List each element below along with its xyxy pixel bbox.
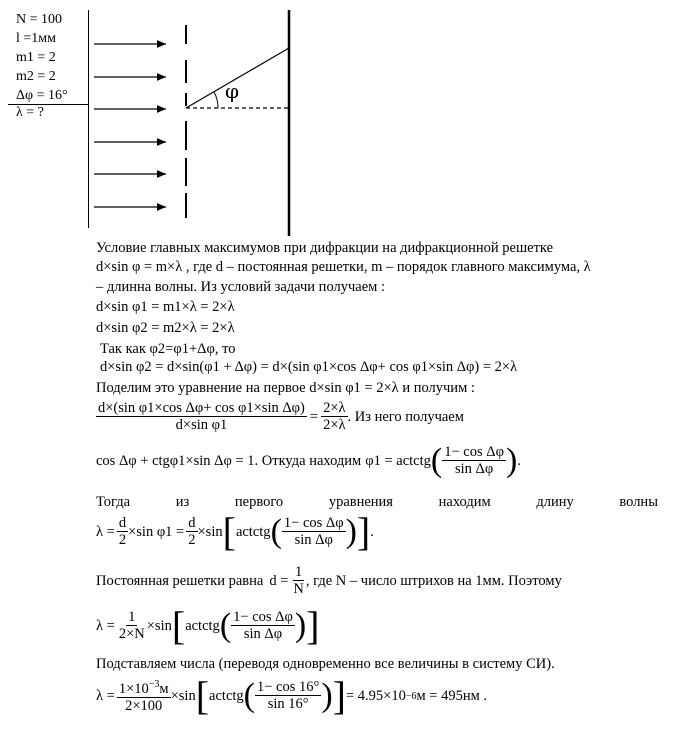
text-line: – длинна волны. Из условий задачи получаем : bbox=[96, 279, 385, 295]
word: первого bbox=[234, 494, 284, 510]
fraction bbox=[321, 400, 347, 434]
equation-span: ×sin bbox=[197, 523, 223, 540]
equation-4: cos Δφ + ctgφ1×sin Δφ = 1 . Откуда находим φ1 = actctg ( $\frac{\text{1− cos Δφ}}{\text{sin Δφ}}$ ) . bbox=[96, 442, 521, 479]
word: уравнения bbox=[328, 494, 393, 510]
given-divider bbox=[88, 10, 89, 228]
paragraph-1 bbox=[96, 240, 658, 257]
given-line: m2 = 2 bbox=[16, 69, 56, 84]
lambda-equation-2: λ = $\frac{1}{2\times N}$ ×sin [ actctg ( $\frac{\text{1− cos Δφ}}{\text{sin Δφ}}$ ) ] bbox=[96, 603, 320, 648]
equation-span: λ = bbox=[96, 617, 115, 634]
given-line: l =1мм bbox=[16, 31, 57, 46]
constant-line bbox=[96, 564, 562, 598]
equation-span: actctg bbox=[185, 617, 220, 634]
fraction bbox=[117, 609, 147, 643]
numerator: 1 bbox=[295, 564, 303, 580]
lambda-result: λ = $\frac{1\times 10^{-3}м}{2\times 100}$ ×sin [ actctg ( $\frac{1- \cos 16^\circ}{\sin 16^\circ}$ ) ] = 4.95×10 −6 м = 495нм . bbox=[96, 673, 488, 718]
text-line: Условие главных максимумов при дифракции на дифракционной решетке bbox=[96, 240, 554, 256]
text-span: . Из него получаем bbox=[347, 408, 464, 425]
given-underline bbox=[8, 104, 88, 105]
fraction bbox=[291, 564, 305, 598]
text-line: Подставляем числа (переводя одновременно все величины в систему СИ). bbox=[96, 656, 555, 672]
denominator: sin Δφ bbox=[454, 461, 494, 477]
numerator: 1− cos 16° bbox=[257, 679, 320, 695]
equation-span: cos Δφ + ctgφ1×sin Δφ = 1 bbox=[96, 452, 255, 469]
denominator: sin Δφ bbox=[243, 626, 283, 642]
word: находим bbox=[438, 494, 491, 510]
given-line: m1 = 2 bbox=[16, 50, 56, 65]
denominator: d×sin φ1 bbox=[175, 417, 228, 433]
word: волны bbox=[619, 494, 658, 510]
denominator: 2×N bbox=[118, 626, 145, 642]
equation-span: ×sin φ1 = bbox=[128, 523, 185, 540]
divide-line bbox=[96, 380, 475, 397]
equation-span: actctg bbox=[235, 523, 271, 540]
text-line: d×sin φ = m×λ , где d – постоянная решетки, m – порядок главного максимума, λ bbox=[96, 259, 591, 275]
text-line: Так как φ2=φ1+Δφ, то bbox=[100, 341, 236, 357]
angle-label: φ bbox=[225, 79, 240, 103]
denominator: 2 bbox=[188, 532, 196, 548]
text-span: , где N – число штрихов на 1мм. Поэтому bbox=[305, 572, 562, 589]
numerator-base: 1×10 bbox=[118, 680, 149, 697]
word: Тогда bbox=[96, 494, 131, 510]
given-line: N = 100 bbox=[16, 12, 63, 27]
equation-span: d×sin φ1 = 2×λ bbox=[309, 380, 399, 396]
exponent: −6 bbox=[405, 690, 417, 702]
lambda-equation-1: λ = $\frac{d}{2}$ ×sin φ1 = $\frac{d}{2}$ ×sin [ actctg ( $\frac{\text{1− cos Δφ}}{\text{sin Δφ}}$ ) ] . bbox=[96, 509, 374, 554]
numerator: d×(sin φ1×cos Δφ+ cos φ1×sin Δφ) bbox=[98, 400, 305, 416]
denominator: 2×λ bbox=[323, 417, 346, 433]
given-line: Δφ = 16° bbox=[16, 88, 68, 103]
diffraction-figure bbox=[90, 8, 310, 238]
numerator: d bbox=[118, 515, 127, 531]
equation-span: = 4.95×10 bbox=[345, 687, 406, 704]
word: длину bbox=[536, 494, 574, 510]
equation-1: d×sin φ1 = m1×λ = 2×λ bbox=[96, 299, 235, 315]
denominator: sin 16° bbox=[267, 696, 309, 712]
denominator: 2×100 bbox=[125, 697, 163, 714]
text-span: Постоянная решетки равна bbox=[96, 572, 264, 589]
then-line bbox=[96, 494, 658, 511]
equation-span: d = bbox=[269, 572, 289, 589]
equation-span: λ = bbox=[96, 687, 115, 704]
unknown-line: λ = ? bbox=[16, 105, 44, 120]
numerator: 1 bbox=[128, 609, 136, 625]
numerator: d bbox=[188, 515, 196, 531]
numerator: 1− cos Δφ bbox=[444, 444, 504, 460]
numerator: 2×λ bbox=[323, 400, 346, 416]
fraction bbox=[186, 515, 197, 549]
equation-span: ×sin bbox=[170, 687, 196, 704]
text-span: Поделим это уравнение на первое bbox=[96, 380, 306, 396]
fraction bbox=[282, 515, 346, 549]
numerator bbox=[117, 677, 171, 698]
fraction bbox=[231, 609, 295, 643]
exponent: −3 bbox=[148, 679, 160, 691]
fraction bbox=[117, 515, 128, 549]
word: из bbox=[175, 494, 190, 510]
denominator: 2 bbox=[118, 532, 127, 548]
equation-span: ×sin bbox=[146, 617, 172, 634]
fraction bbox=[442, 444, 506, 478]
equation-2: d×sin φ2 = m2×λ = 2×λ bbox=[96, 320, 235, 336]
unit: м bbox=[159, 680, 169, 697]
equation-span: φ1 = actctg bbox=[365, 452, 431, 469]
fraction bbox=[255, 679, 321, 713]
text-span: . Откуда находим bbox=[254, 452, 362, 469]
denominator: sin Δφ bbox=[294, 532, 333, 548]
equation-span: actctg bbox=[209, 687, 244, 704]
numerator: 1− cos Δφ bbox=[283, 515, 344, 531]
fraction bbox=[96, 400, 307, 434]
fraction bbox=[117, 677, 171, 715]
equation-span: м = 495нм . bbox=[416, 687, 488, 704]
equation-span: λ = bbox=[96, 523, 115, 540]
equation-3: d×sin φ2 = d×sin(φ1 + Δφ) = d×(sin φ1×cos Δφ+ cos φ1×sin Δφ) = 2×λ bbox=[100, 359, 518, 375]
denominator: N bbox=[293, 581, 304, 597]
numerator: 1− cos Δφ bbox=[233, 609, 293, 625]
text-span: и получим : bbox=[402, 380, 475, 396]
fraction-equation: $\frac{\text{d×(sin φ1×cos Δφ+ cos φ1×sin Δφ)}}{\text{d×sin φ1}}$ = $\frac{2\times\lambda}{2\times\lambda}$ . Из него получаем bbox=[98, 400, 464, 433]
